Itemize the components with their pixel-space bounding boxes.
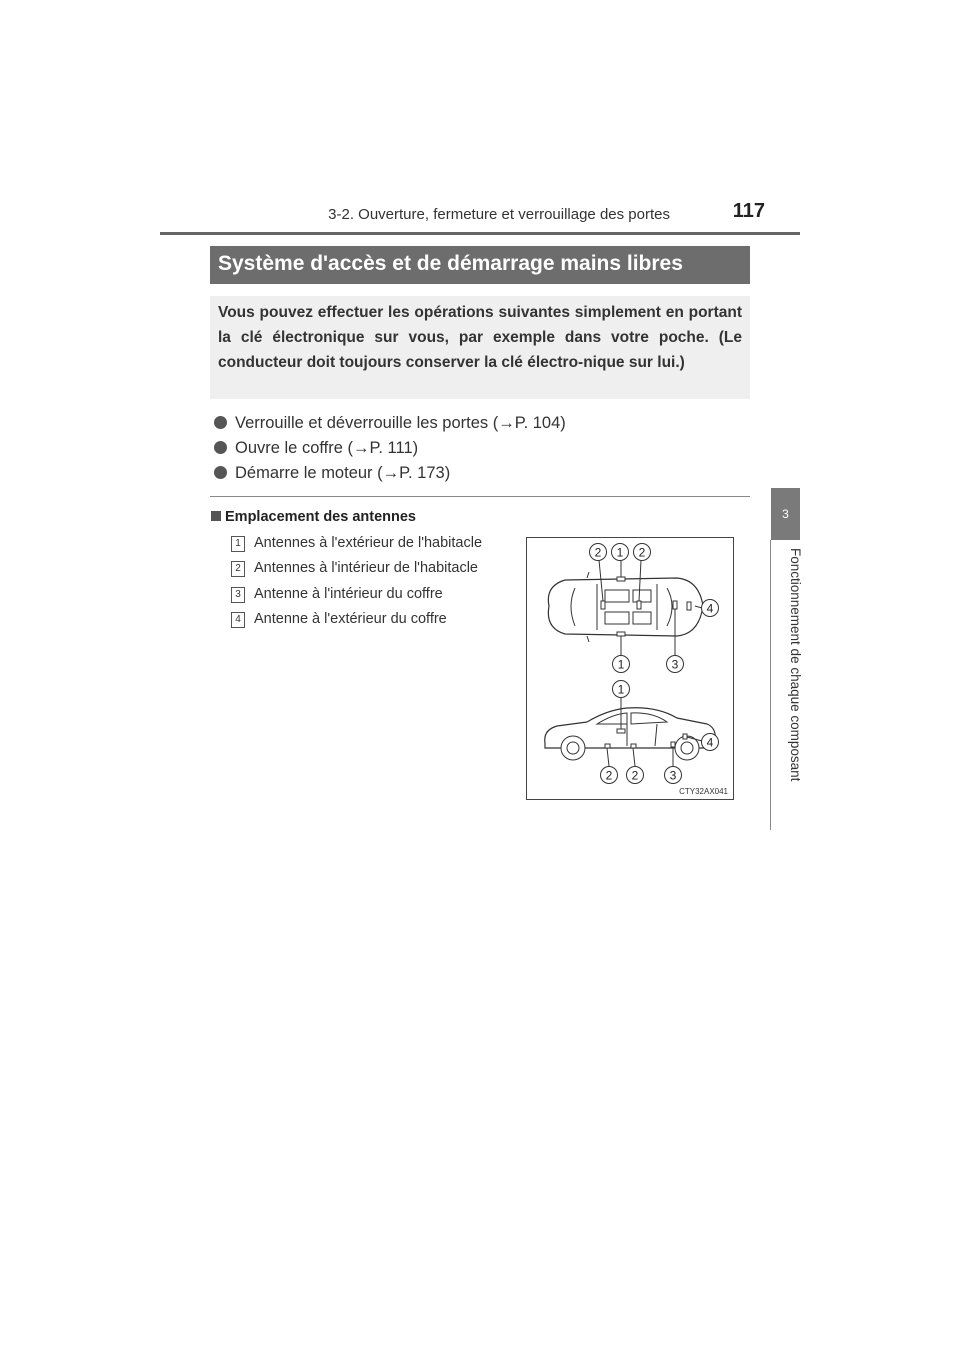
legend-item [231,535,482,552]
chapter-title: Fonctionnement de chaque composant [788,548,803,782]
bullet-text: Démarre le moteur (→P. 173) [235,464,451,482]
callout-label: 2 [605,768,613,783]
legend-item [231,586,443,603]
antenna-location-figure [526,537,734,800]
callout-label: 2 [594,545,602,560]
callout-label: 2 [638,545,646,560]
legend-number: 4 [231,612,245,628]
section-divider [210,496,750,497]
header-rule [160,232,800,235]
bullet-dot-icon [214,416,227,429]
bullet-item [214,414,566,433]
side-divider [770,540,771,830]
bullet-text: Verrouille et déverrouille les portes (→P. 104) [235,414,566,432]
square-bullet-icon [211,511,221,521]
bullet-dot-icon [214,466,227,479]
figure-code: CTY32AX041 [679,787,728,796]
legend-number: 1 [231,536,245,552]
car-top-view [548,560,703,656]
callout-label: 3 [671,657,679,672]
chapter-tab: 3 [771,488,800,540]
legend-number: 2 [231,561,245,577]
callout-label: 4 [706,601,714,616]
car-side-view [545,698,716,766]
bullet-text: Ouvre le coffre (→P. 111) [235,439,419,457]
callout-label: 2 [631,768,639,783]
page-title: Système d'accès et de démarrage mains libres [218,252,683,275]
callout-label: 4 [706,735,714,750]
legend-item [231,560,478,577]
bullet-dot-icon [214,441,227,454]
bullet-item [214,439,418,458]
callout-label: 3 [669,768,677,783]
subsection-heading: Emplacement des antennes [211,509,416,525]
car-diagram [527,538,733,799]
intro-text: Vous pouvez effectuer les opérations suivantes simplement en portant la clé électronique sur vous, par exemple dans votre poche. (Le conducteur doit toujours conserver la clé électro-nique sur lui.) [218,304,742,371]
callout-label: 1 [617,657,625,672]
legend-text: Antenne à l'extérieur du coffre [254,611,447,627]
legend-text: Antenne à l'intérieur du coffre [254,586,443,602]
callout-label: 1 [617,682,625,697]
legend-text: Antennes à l'intérieur de l'habitacle [254,560,478,576]
header-section-title: 3-2. Ouverture, fermeture et verrouillage des portes [328,206,670,223]
chapter-side-label [785,548,805,818]
legend-text: Antennes à l'extérieur de l'habitacle [254,535,483,551]
legend-item [231,611,447,628]
top-callouts [590,544,719,673]
page-number: 117 [732,200,765,222]
bullet-item [214,464,450,483]
legend-number: 3 [231,587,245,603]
callout-label: 1 [616,545,624,560]
